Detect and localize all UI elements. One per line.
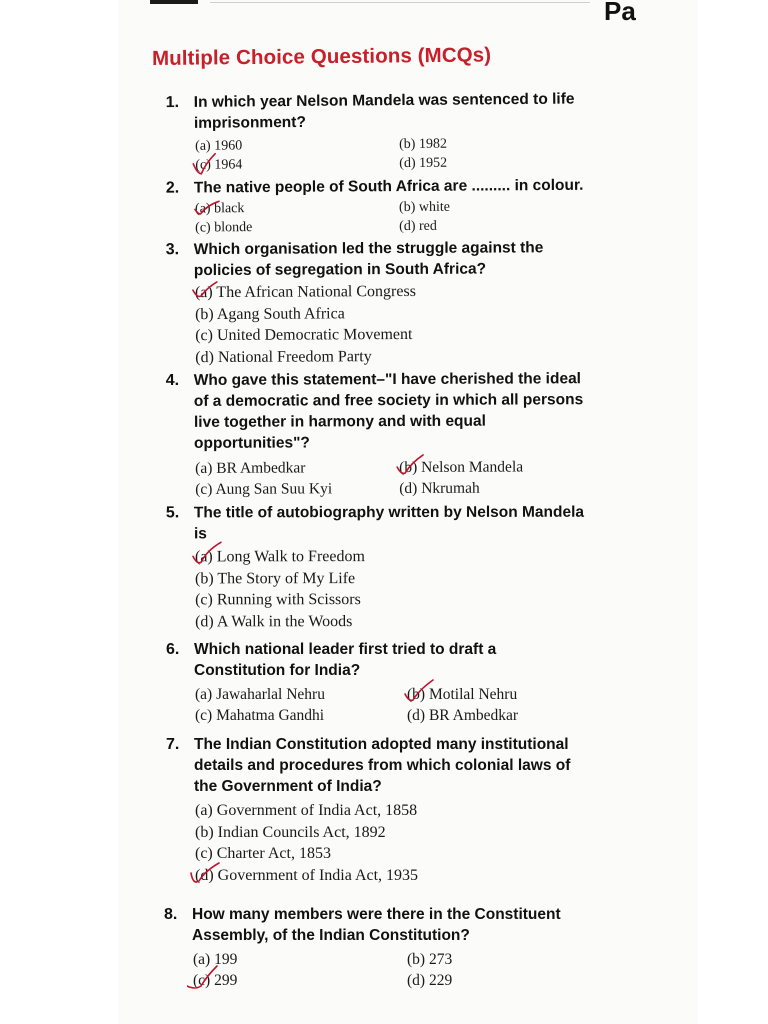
question-number: 5. — [165, 504, 180, 522]
question-number: 8. — [164, 906, 178, 923]
option-c: (c) Charter Act, 1853 — [195, 845, 331, 862]
options — [195, 800, 646, 886]
option-a — [195, 198, 399, 218]
corner-heading: Pa — [604, 0, 636, 26]
option-b: (b) white — [398, 199, 450, 216]
question-text: Which national leader first tried to draft a Constitution for India? — [194, 641, 497, 679]
question-2 — [166, 174, 646, 237]
option-b: (b) Agang South Africa — [195, 304, 345, 323]
option-text: (c) 299 — [193, 972, 238, 989]
option-b — [407, 684, 607, 705]
question-5 — [166, 502, 646, 633]
option-d: (d) A Walk in the Woods — [195, 612, 353, 630]
option-b: (b) 1982 — [399, 136, 448, 153]
option-a: (a) BR Ambedkar — [195, 459, 306, 477]
option-d: (d) red — [399, 218, 437, 235]
option-text: (b) Nelson Mandela — [399, 458, 524, 477]
question-text: Which organisation led the struggle against the policies of segregation in South Africa? — [193, 239, 544, 280]
option-text: (a) black — [194, 201, 245, 217]
option-a: (a) Jawaharlal Nehru — [195, 686, 325, 703]
question-text: In which year Nelson Mandela was sentenced to life imprisonment? — [193, 90, 575, 132]
option-text: (a) The African National Congress — [194, 282, 416, 302]
question-4 — [166, 368, 647, 500]
top-rule — [150, 0, 198, 4]
option-c: (c) blonde — [195, 220, 253, 236]
option-a: (a) 199 — [193, 951, 238, 968]
option-c: (c) Aung San Suu Kyi — [195, 480, 333, 498]
option-a — [195, 546, 646, 568]
option-d: (d) 229 — [407, 972, 453, 989]
question-8 — [164, 904, 644, 991]
option-a: (a) Government of India Act, 1858 — [195, 802, 418, 819]
option-b: (b) The Story of My Life — [195, 569, 356, 587]
question-number: 1. — [165, 93, 180, 112]
option-d — [195, 865, 646, 887]
question-3 — [166, 237, 647, 369]
question-number: 6. — [166, 641, 180, 658]
options — [195, 280, 646, 368]
option-d: (d) National Freedom Party — [195, 347, 372, 366]
option-b — [399, 456, 599, 478]
option-c: (c) Running with Scissors — [195, 591, 361, 609]
section-title: Multiple Choice Questions (MCQs) — [151, 43, 492, 70]
top-divider — [210, 2, 590, 3]
option-c: (c) Mahatma Gandhi — [195, 707, 325, 724]
option-c: (c) United Democratic Movement — [195, 325, 413, 345]
question-text: Who gave this statement–"I have cherished the ideal of a democratic and free society in which all persons live together in harmony and with equal opportunities"? — [193, 370, 584, 452]
options — [195, 684, 646, 726]
question-number: 4. — [165, 371, 180, 390]
options — [195, 546, 646, 633]
question-text: The Indian Constitution adopted many institutional details and procedures from which colonial laws of the Government of India? — [194, 736, 571, 795]
question-number: 2. — [165, 179, 180, 197]
question-number: 7. — [166, 736, 180, 753]
question-6 — [166, 639, 646, 726]
options — [195, 196, 646, 237]
option-text: (a) Long Walk to Freedom — [194, 548, 365, 566]
option-b: (b) Indian Councils Act, 1892 — [195, 823, 386, 841]
options — [195, 456, 646, 500]
option-d: (d) Nkrumah — [399, 479, 480, 498]
option-a: (a) 1960 — [195, 138, 243, 154]
question-1 — [166, 88, 647, 175]
question-7 — [166, 734, 646, 886]
option-d: (d) BR Ambedkar — [407, 707, 519, 724]
option-b: (b) 273 — [407, 951, 453, 968]
options — [195, 133, 646, 175]
option-c — [195, 154, 399, 175]
question-number: 3. — [165, 241, 180, 259]
option-text: (c) 1964 — [195, 157, 243, 173]
option-d: (d) 1952 — [399, 155, 448, 172]
question-text: How many members were there in the Constituent Assembly, of the Indian Constitution? — [192, 906, 561, 944]
question-text: The native people of South Africa are ......... in colour. — [193, 176, 584, 197]
option-c — [193, 970, 407, 991]
option-a — [195, 280, 646, 304]
question-text: The title of autobiography written by Nelson Mandela is — [193, 503, 585, 543]
options — [193, 949, 644, 991]
option-text: (b) Motilal Nehru — [407, 686, 518, 703]
option-text: (d) Government of India Act, 1935 — [195, 866, 419, 884]
